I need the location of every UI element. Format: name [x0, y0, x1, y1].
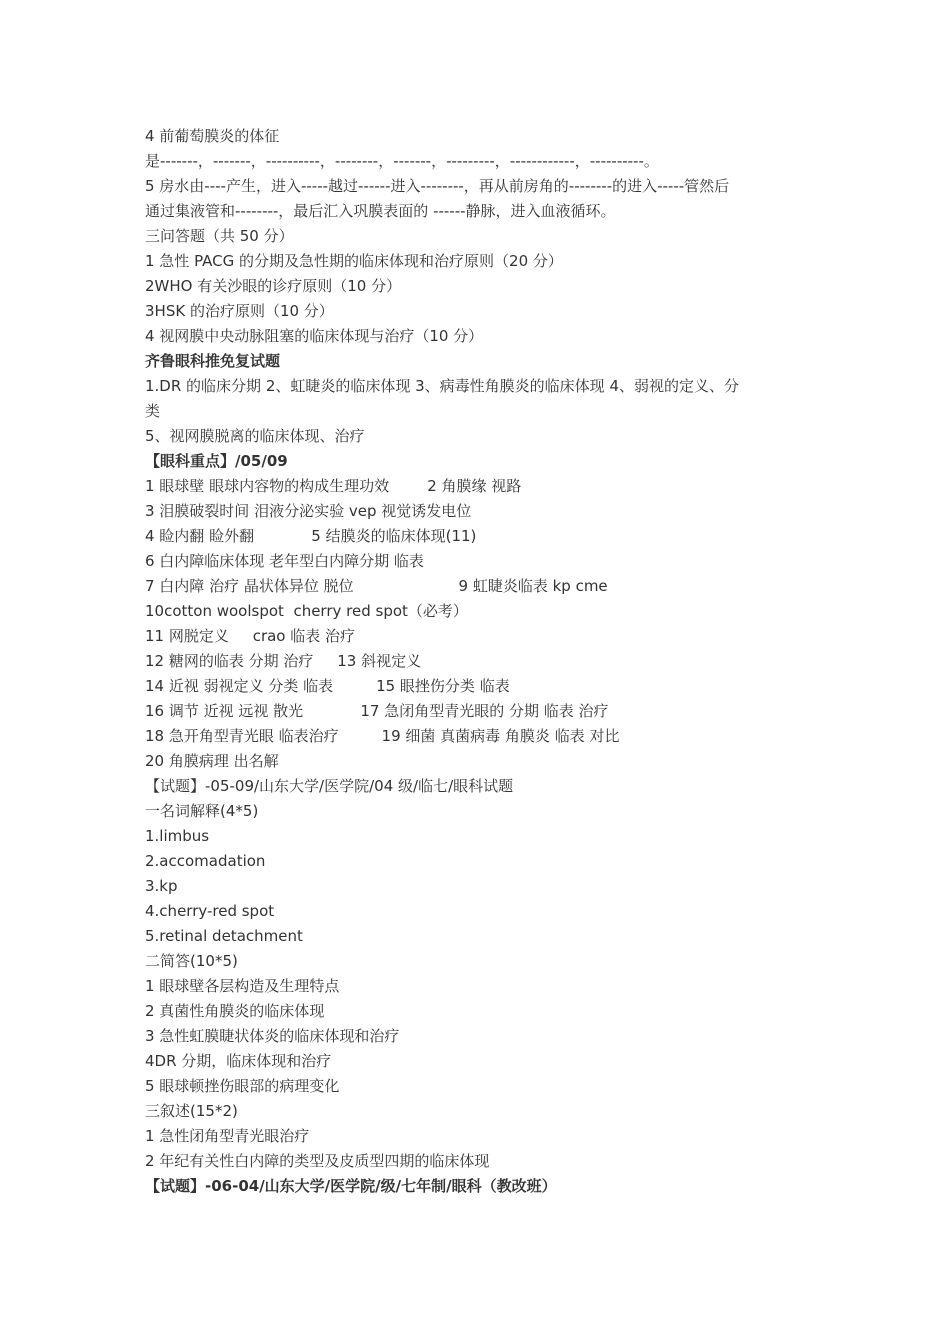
text-line: 6 白内障临床体现 老年型白内障分期 临表: [145, 552, 424, 570]
text-line: 3.kp: [145, 877, 178, 895]
text-line: 一名词解释(4*5): [145, 802, 259, 820]
text-line: 7 白内障 治疗 晶状体异位 脱位 9 虹睫炎临表 kp cme: [145, 577, 608, 595]
text-line: 4 睑内翻 睑外翻 5 结膜炎的临床体现(11): [145, 527, 477, 545]
text-line: 5 房水由----产生，进入-----越过------进入--------，再从前房角的--------的进入-----管然后: [145, 177, 730, 195]
text-line: 3 急性虹膜睫状体炎的临床体现和治疗: [145, 1027, 400, 1045]
text-line: 4 前葡萄膜炎的体征: [145, 127, 280, 145]
text-line: 二简答(10*5): [145, 952, 238, 970]
text-line: 20 角膜病理 出名解: [145, 752, 279, 770]
text-line: 1.limbus: [145, 827, 210, 845]
text-line: 三问答题（共 50 分）: [145, 227, 294, 245]
text-line: 16 调节 近视 远视 散光 17 急闭角型青光眼的 分期 临表 治疗: [145, 702, 609, 720]
text-line: 4.cherry-red spot: [145, 902, 275, 920]
text-line: 14 近视 弱视定义 分类 临表 15 眼挫伤分类 临表: [145, 677, 510, 695]
text-line: 三叙述(15*2): [145, 1102, 238, 1120]
text-line: 2 真菌性角膜炎的临床体现: [145, 1002, 325, 1020]
text-line: 3HSK 的治疗原则（10 分）: [145, 302, 334, 320]
text-line: 18 急开角型青光眼 临表治疗 19 细菌 真菌病毒 角膜炎 临表 对比: [145, 727, 620, 745]
text-line: 12 糖网的临表 分期 治疗 13 斜视定义: [145, 652, 422, 670]
text-line: 4DR 分期，临床体现和治疗: [145, 1052, 332, 1070]
text-line: 10cotton woolspot cherry red spot（必考）: [145, 602, 468, 620]
text-line: 4 视网膜中央动脉阻塞的临床体现与治疗（10 分）: [145, 327, 484, 345]
text-line: 2.accomadation: [145, 852, 266, 870]
text-line: 1 眼球壁 眼球内容物的构成生理功效 2 角膜缘 视路: [145, 477, 522, 495]
document-body: [145, 124, 805, 1199]
text-line: 类: [145, 402, 161, 420]
text-line: 是-------，-------，----------，--------，-------，---------，------------，----------。: [145, 152, 659, 170]
text-line: 2 年纪有关性白内障的类型及皮质型四期的临床体现: [145, 1152, 490, 1170]
section-heading: 【眼科重点】/05/09: [145, 452, 288, 470]
text-line: 1 眼球壁各层构造及生理特点: [145, 977, 340, 995]
text-line: 1 急性闭角型青光眼治疗: [145, 1127, 310, 1145]
text-line: 【试题】-05-09/山东大学/医学院/04 级/临七/眼科试题: [145, 777, 514, 795]
text-line: 2WHO 有关沙眼的诊疗原则（10 分）: [145, 277, 402, 295]
text-line: 通过集液管和--------，最后汇入巩膜表面的 ------静脉，进入血液循环。: [145, 202, 616, 220]
text-line: 1.DR 的临床分期 2、虹睫炎的临床体现 3、病毒性角膜炎的临床体现 4、弱视的定义、分: [145, 377, 739, 395]
text-line: 3 泪膜破裂时间 泪液分泌实验 vep 视觉诱发电位: [145, 502, 472, 520]
text-line: 5 眼球顿挫伤眼部的病理变化: [145, 1077, 340, 1095]
section-heading: 【试题】-06-04/山东大学/医学院/级/七年制/眼科（教改班）: [145, 1177, 557, 1195]
text-line: 11 网脱定义 crao 临表 治疗: [145, 627, 356, 645]
section-heading: 齐鲁眼科推免复试题: [145, 352, 281, 370]
text-line: 5.retinal detachment: [145, 927, 303, 945]
text-line: 1 急性 PACG 的分期及急性期的临床体现和治疗原则（20 分）: [145, 252, 563, 270]
text-line: 5、视网膜脱离的临床体现、治疗: [145, 427, 365, 445]
